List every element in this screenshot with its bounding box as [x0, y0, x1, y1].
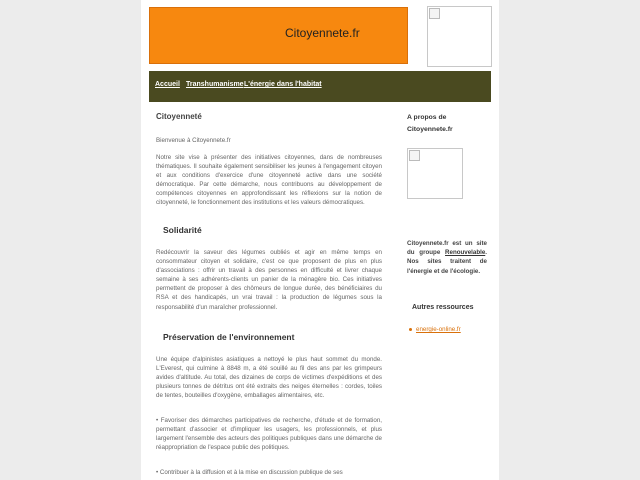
header-banner — [149, 7, 408, 64]
sidebar-image — [407, 148, 463, 199]
resources-list — [407, 325, 487, 334]
section-heading-environnement: Préservation de l'environnement — [163, 332, 295, 342]
sidebar-resources-title: Autres ressources — [412, 304, 474, 311]
main-nav — [149, 71, 491, 102]
nav-item-transhumanisme[interactable]: Transhumanisme — [186, 81, 244, 88]
bullet-paragraph-2: • Contribuer à la diffusion et à la mise en discussion publique de ses — [156, 469, 343, 476]
sidebar-about-title: A propos de Citoyennete.fr — [407, 114, 453, 133]
nav-item-accueil[interactable]: Accueil — [155, 81, 180, 88]
nav-item-energie-habitat[interactable]: L'énergie dans l'habitat — [244, 81, 322, 88]
environnement-paragraph: Une équipe d'alpinistes asiatiques a nettoyé le plus haut sommet du monde. L'Everest, qui culmine à 8848 m, a été souillé au fil des ans par les grimpeurs avides d'altitude. Au total, des dizaines de corps de victimes d'expéditions et des plusieurs tonnes de détritus ont été extraits des neiges éternelles : cordes, toiles de tentes, bouteilles d'oxygène, emballages alimentaires, etc. — [156, 356, 382, 400]
sidebar-description — [407, 239, 487, 276]
sidebar-desc-text-end: . Nos sites traitent de l'énergie et de l'écologie. — [407, 249, 487, 275]
intro-paragraph: Notre site vise à présenter des initiatives citoyennes, dans de nombreuses thématiques. Il souhaite également sensibiliser les jeunes à l'engagement citoyen et aux conditions d'exercice d'une citoyenneté active dans une société démocratique. Par cette démarche, nous contribuons au développement de compétences citoyennes en approfondissant les réflexions sur la notion de citoyenneté, le fonctionnement des institutions et les valeurs démocratiques. — [156, 154, 382, 207]
broken-image-icon — [409, 150, 420, 161]
section-heading-solidarite: Solidarité — [163, 225, 202, 235]
broken-image-icon — [429, 8, 440, 19]
resource-link-energie-online[interactable]: energie-online.fr — [416, 326, 461, 333]
sidebar-desc-text: Citoyennete.fr est un site du groupe — [407, 240, 487, 257]
page-title: Citoyenneté — [156, 112, 202, 121]
site-title: Citoyennete.fr — [285, 26, 360, 40]
list-item — [407, 325, 487, 334]
header-logo-image — [427, 6, 492, 67]
solidarite-paragraph: Redécouvrir la saveur des légumes oubliés et agir en même temps en consommateur citoyen et solidaire, c'est ce que proposent de plus en plus d'associations : offrir un travail à des personnes en difficulté et livrer chaque semaine à ses adhérents-clients un panier de la ménagère bio. Ces initiatives permettent de proposer à des chômeurs de longue durée, des bénéficiaires du RSA et des handicapés, un vrai travail : la production de légumes sous la responsabilité d'un maraîcher professionnel. — [156, 249, 382, 311]
welcome-text: Bienvenue à Citoyennete.fr — [156, 137, 231, 144]
bullet-paragraph-1: • Favoriser des démarches participatives de recherche, d'étude et de formation, permettant d'associer et d'impliquer les usagers, les professionnels, et plus largement l'ensemble des acteurs des politiques publiques dans une démarche de réappropriation de l'espace public des politiques. — [156, 417, 382, 452]
renouvelable-link[interactable]: Renouvelable — [445, 249, 486, 257]
